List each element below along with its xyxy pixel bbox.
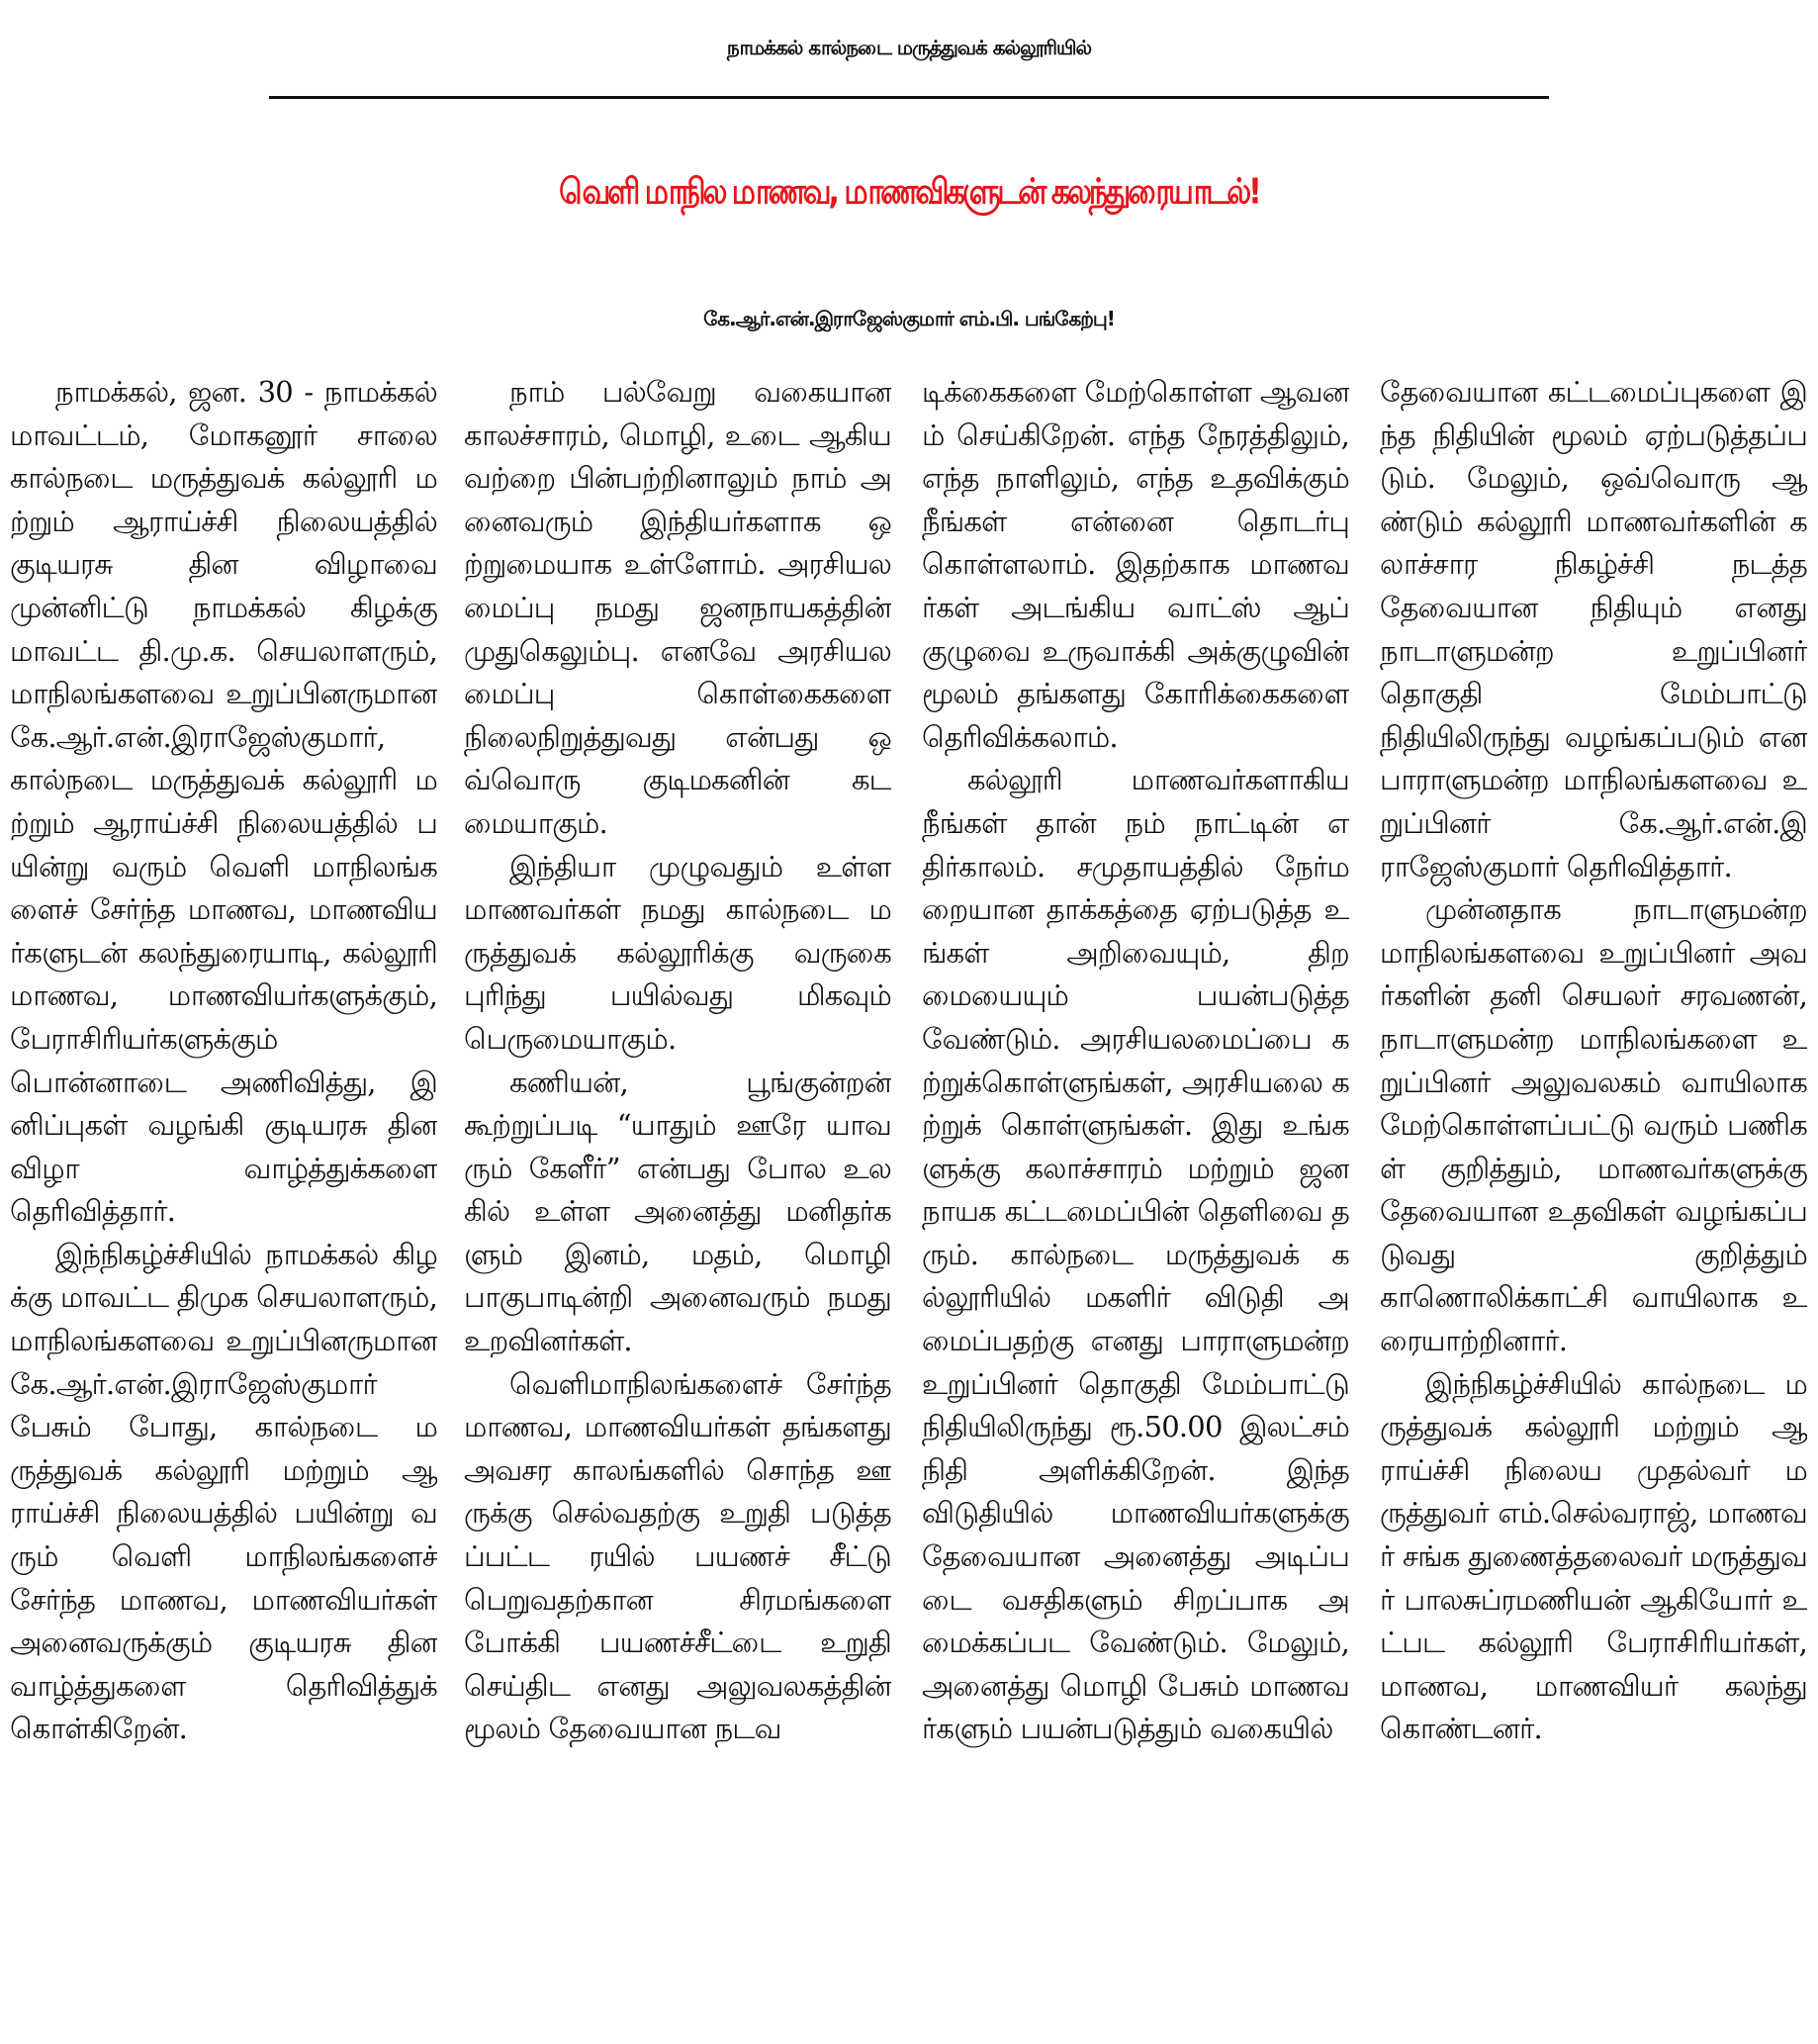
paragraph: நாம் பல்வேறு வகையான காலச்சாரம், மொழி, உடை ஆகியவற்றை பின்பற்றினாலும் நாம் அனைவரும் இந்தியர்களாக ஒற்றுமையாக உள்ளோம். அரசியலமைப்பு நமது ஜனநாயகத்தின் முதுகெலும்பு. எனவே அரசியலமைப்பு கொள்கைகளை நிலைநிறுத்துவது என்பது ஒவ்வொரு குடிமகனின் கடமையாகும். [464, 375, 891, 840]
kicker-title: நாமக்கல் கால்நடை மருத்துவக் கல்லூரியில் [726, 36, 1092, 59]
headline: வெளி மாநில மாணவ, மாணவிகளுடன் கலந்துரையாடல்! [559, 171, 1259, 213]
paragraph: தேவையான கட்டமைப்புகளை இந்த நிதியின் மூலம் ஏற்படுத்தப்படும். மேலும், ஒவ்வொரு ஆண்டும் கல்லூரி மாணவர்களின் கலாச்சார நிகழ்ச்சி நடத்த தேவையான நிதியும் எனது நாடாளுமன்ற உறுப்பினர் தொகுதி மேம்பாட்டு நிதியிலிருந்து வழங்கப்படும் என பாராளுமன்ற மாநிலங்களவை உறுப்பினர் கே.ஆர்.என்.இராஜேஸ்குமார் தெரிவித்தார். [1380, 375, 1807, 883]
paragraph: முன்னதாக நாடாளுமன்ற மாநிலங்களவை உறுப்பினர் அவர்களின் தனி செயலர் சரவணன், நாடாளுமன்ற மாநிலங்களை உறுப்பினர் அலுவலகம் வாயிலாக மேற்கொள்ளப்பட்டு வரும் பணிகள் குறித்தும், மாணவர்களுக்கு தேவையான உதவிகள் வழங்கப்படுவது குறித்தும் காணொலிக்காட்சி வாயிலாக உரையாற்றினார். [1380, 892, 1807, 1358]
paragraph: இந்தியா முழுவதும் உள்ள மாணவர்கள் நமது கால்நடை மருத்துவக் கல்லூரிக்கு வருகை புரிந்து பயில்வது மிகவும் பெருமையாகும். [464, 849, 891, 1056]
kicker-underline [269, 96, 1549, 99]
paragraph: வெளிமாநிலங்களைச் சேர்ந்த மாணவ, மாணவியர்கள் தங்களது அவசர காலங்களில் சொந்த ஊருக்கு செல்வதற்கு உறுதி படுத்தப்பட்ட ரயில் பயணச் சீட்டு பெறுவதற்கான சிரமங்களை போக்கி பயணச்சீட்டை உறுதி செய்திட எனது அலுவலகத்தின் மூலம் தேவையான நடவ [464, 1366, 891, 1746]
article-column-2 [464, 371, 891, 2043]
article-column-4 [1380, 371, 1807, 2043]
article-column-3 [922, 371, 1349, 2043]
paragraph: இந்நிகழ்ச்சியில் கால்நடை மருத்துவக் கல்லூரி மற்றும் ஆராய்ச்சி நிலைய முதல்வர் மருத்துவர் எம்.செல்வராஜ், மாணவர் சங்க துணைத்தலைவர் மருத்துவர் பாலசுப்ரமணியன் ஆகியோர் உட்பட கல்லூரி பேராசிரியர்கள், மாணவ, மாணவியர் கலந்து கொண்டனர். [1380, 1366, 1807, 1746]
paragraph: இந்நிகழ்ச்சியில் நாமக்கல் கிழக்கு மாவட்ட திமுக செயலாளரும், மாநிலங்களவை உறுப்பினருமான கே.ஆர்.என்.இராஜேஸ்குமார் பேசும் போது, கால்நடை மருத்துவக் கல்லூரி மற்றும் ஆராய்ச்சி நிலையத்தில் பயின்று வரும் வெளி மாநிலங்களைச் சேர்ந்த மாணவ, மாணவியர்கள் அனைவருக்கும் குடியரசு தின வாழ்த்துகளை தெரிவித்துக் கொள்கிறேன். [10, 1237, 437, 1746]
paragraph: கல்லூரி மாணவர்களாகிய நீங்கள் தான் நம் நாட்டின் எதிர்காலம். சமுதாயத்தில் நேர்மறையான தாக்கத்தை ஏற்படுத்த உங்கள் அறிவையும், திறமையையும் பயன்படுத்த வேண்டும். அரசியலமைப்பை கற்றுக்கொள்ளுங்கள், அரசியலை கற்றுக் கொள்ளுங்கள். இது உங்களுக்கு கலாச்சாரம் மற்றும் ஜனநாயக கட்டமைப்பின் தெளிவை தரும். கால்நடை மருத்துவக் கல்லூரியில் மகளிர் விடுதி அமைப்பதற்கு எனது பாராளுமன்ற உறுப்பினர் தொகுதி மேம்பாட்டு நிதியிலிருந்து ரூ.50.00 இலட்சம் நிதி அளிக்கிறேன். இந்த விடுதியில் மாணவியர்களுக்கு தேவையான அனைத்து அடிப்படை வசதிகளும் சிறப்பாக அமைக்கப்பட வேண்டும். மேலும், அனைத்து மொழி பேசும் மாணவர்களும் பயன்படுத்தும் வகையில் [922, 763, 1349, 1746]
paragraph: நாமக்கல், ஜன. 30 - நாமக்கல் மாவட்டம், மோகனூர் சாலை கால்நடை மருத்துவக் கல்லூரி மற்றும் ஆராய்ச்சி நிலையத்தில் குடியரசு தின விழாவை முன்னிட்டு நாமக்கல் கிழக்கு மாவட்ட தி.மு.க. செயலாளரும், மாநிலங்களவை உறுப்பினருமான கே.ஆர்.என்.இராஜேஸ்குமார், கால்நடை மருத்துவக் கல்லூரி மற்றும் ஆராய்ச்சி நிலையத்தில் பயின்று வரும் வெளி மாநிலங்களைச் சேர்ந்த மாணவ, மாணவியர்களுடன் கலந்துரையாடி, கல்லூரி மாணவ, மாணவியர்களுக்கும், பேராசிரியர்களுக்கும் பொன்னாடை அணிவித்து, இனிப்புகள் வழங்கி குடியரசு தின விழா வாழ்த்துக்களை தெரிவித்தார். [10, 375, 437, 1229]
paragraph: டிக்கைகளை மேற்கொள்ள ஆவனம் செய்கிறேன். எந்த நேரத்திலும், எந்த நாளிலும், எந்த உதவிக்கும் நீங்கள் என்னை தொடர்பு கொள்ளலாம். இதற்காக மாணவர்கள் அடங்கிய வாட்ஸ் ஆப் குழுவை உருவாக்கி அக்குழுவின் மூலம் தங்களது கோரிக்கைகளை தெரிவிக்கலாம். [922, 375, 1349, 754]
paragraph: கணியன், பூங்குன்றன் கூற்றுப்படி “யாதும் ஊரே யாவரும் கேளீர்” என்பது போல உலகில் உள்ள அனைத்து மனிதர்களும் இனம், மதம், மொழி பாகுபாடின்றி அனைவரும் நமது உறவினர்கள். [464, 1065, 891, 1358]
article-column-1 [10, 371, 437, 2043]
subheadline: கே.ஆர்.என்.இராஜேஸ்குமார் எம்.பி. பங்கேற்பு! [703, 307, 1115, 330]
